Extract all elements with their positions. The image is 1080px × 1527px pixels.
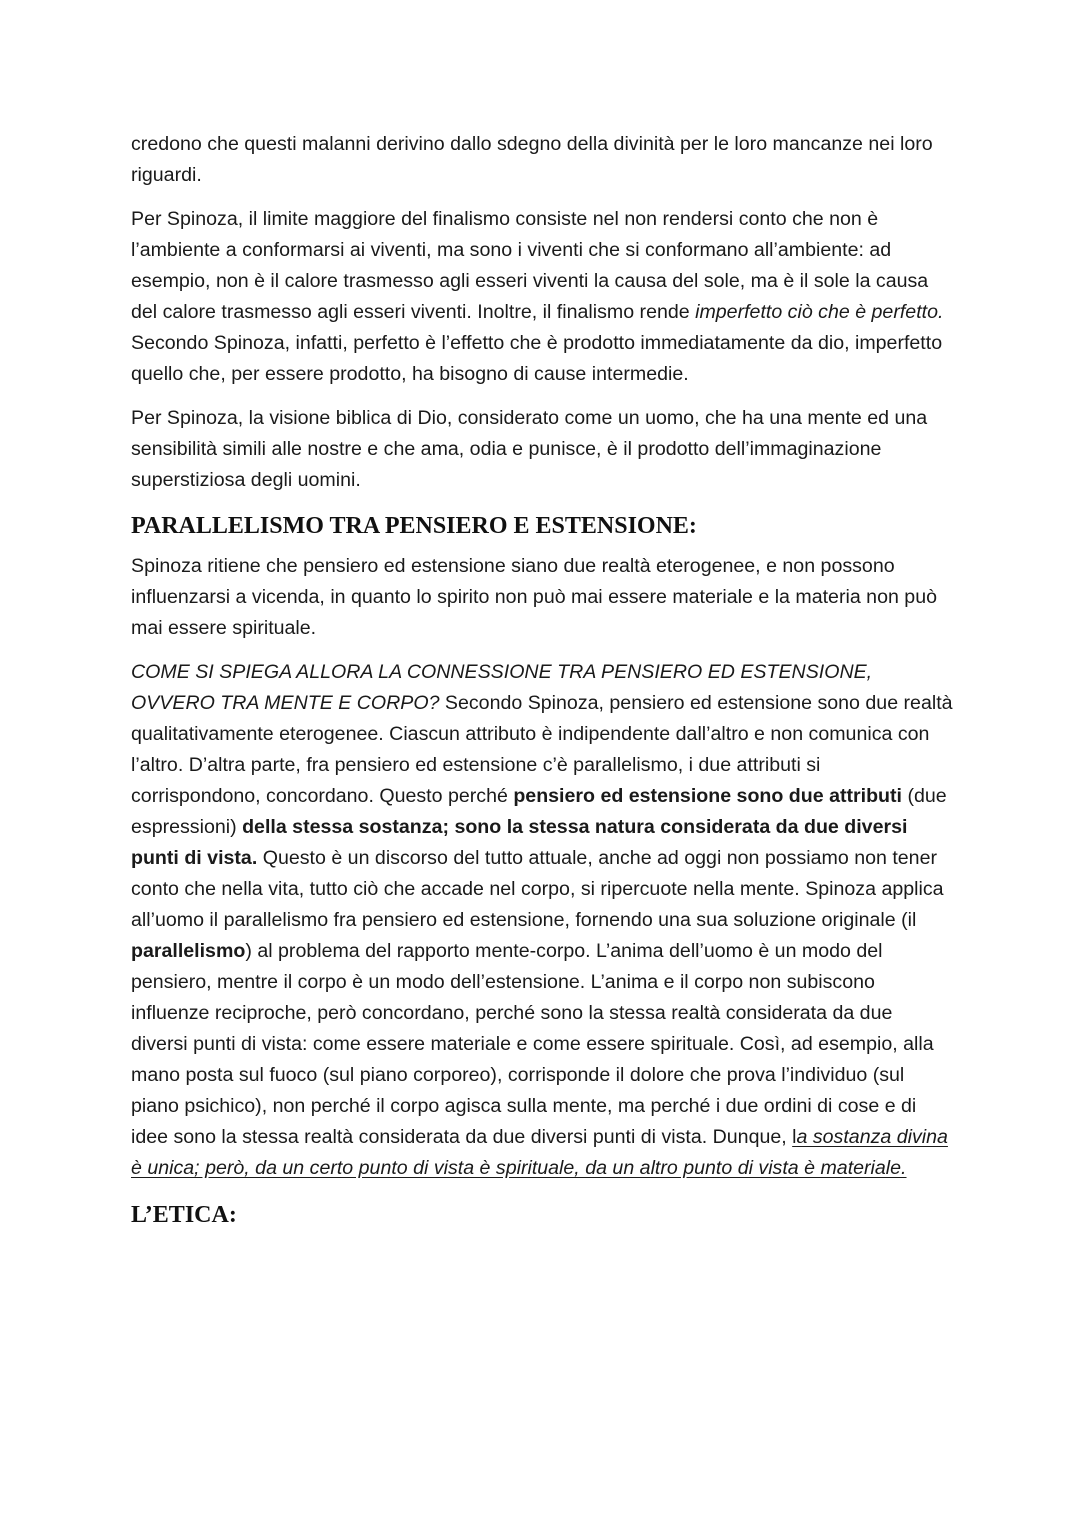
paragraph-finalism: [131, 204, 953, 390]
paragraph-connection: [131, 657, 953, 1184]
italic-question: COME SI SPIEGA ALLORA LA CONNESSIONE TRA PENSIERO ED ESTENSIONE, OVVERO TRA MENTE E CORPO?: [131, 661, 873, 714]
paragraph-biblical-god: [131, 403, 953, 496]
bold-phrase: parallelismo: [131, 940, 246, 962]
bold-phrase: pensiero ed estensione sono due attributi: [513, 785, 902, 807]
section-heading-ethics: L’ETICA:: [131, 1202, 237, 1228]
underlined-letter: l: [792, 1126, 797, 1148]
section-heading-parallelism: PARALLELISMO TRA PENSIERO E ESTENSIONE:: [131, 513, 697, 539]
document-page: [131, 129, 953, 1240]
paragraph-intro: [131, 129, 953, 191]
italic-phrase: imperfetto ciò che è perfetto.: [695, 301, 944, 323]
paragraph-text: ) al problema del rapporto mente-corpo. L’anima dell’uomo è un modo del pensiero, mentre il corpo è un modo dell’estensione. L’anima e il corpo non subiscono influenze reciproche, però concordano, perché sono la stessa realtà considerata da due diversi punti di vista: come essere materiale e come essere spirituale. Così, ad esempio, alla mano posta sul fuoco (sul piano corporeo), corrisponde il dolore che prova l’individuo (sul piano psichico), non perché il corpo agisca sulla mente, ma perché i due ordini di cose e di idee sono la stessa realtà considerata da due diversi punti di vista. Dunque,: [131, 940, 934, 1148]
underlined-italic-conclusion: a sostanza divina è unica; però, da un certo punto di vista è spirituale, da un altro punto di vista è materiale.: [131, 1126, 948, 1179]
paragraph-text: Secondo Spinoza, infatti, perfetto è l’effetto che è prodotto immediatamente da dio, imperfetto quello che, per essere prodotto, ha bisogno di cause intermedie.: [131, 332, 943, 385]
paragraph-text: credono che questi malanni derivino dallo sdegno della divinità per le loro mancanze nei loro riguardi.: [131, 133, 933, 186]
bold-phrase: della stessa sostanza; sono la stessa natura considerata da due diversi punti di vista.: [131, 816, 908, 869]
paragraph-text: Spinoza ritiene che pensiero ed estensione siano due realtà eterogenee, e non possono influenzarsi a vicenda, in quanto lo spirito non può mai essere materiale e la materia non può mai essere spirituale.: [131, 555, 937, 639]
paragraph-text: Per Spinoza, la visione biblica di Dio, considerato come un uomo, che ha una mente ed una sensibilità simili alle nostre e che ama, odia e punisce, è il prodotto dell’immaginazione superstiziosa degli uomini.: [131, 407, 928, 491]
paragraph-text: Questo è un discorso del tutto attuale, anche ad oggi non possiamo non tener conto che nella vita, tutto ciò che accade nel corpo, si ripercuote nella mente. Spinoza applica all’uomo il parallelismo fra pensiero ed estensione, fornendo una sua soluzione originale (il: [131, 847, 944, 931]
paragraph-text: Secondo Spinoza, pensiero ed estensione sono due realtà qualitativamente eterogenee. Ciascun attributo è indipendente dall’altro e non comunica con l’altro. D’altra parte, fra pensiero ed estensione c’è parallelismo, i due attributi si corrispondono, concordano. Questo perché: [131, 692, 953, 807]
paragraph-heterogeneous: [131, 551, 953, 644]
paragraph-text: (due espressioni): [131, 785, 947, 838]
paragraph-text: Per Spinoza, il limite maggiore del finalismo consiste nel non rendersi conto che non è l’ambiente a conformarsi ai viventi, ma sono i viventi che si conformano all’ambiente: ad esempio, non è il calore trasmesso agli esseri viventi la causa del sole, ma è il sole la causa del calore trasmesso agli esseri viventi. Inoltre, il finalismo rende: [131, 208, 929, 323]
